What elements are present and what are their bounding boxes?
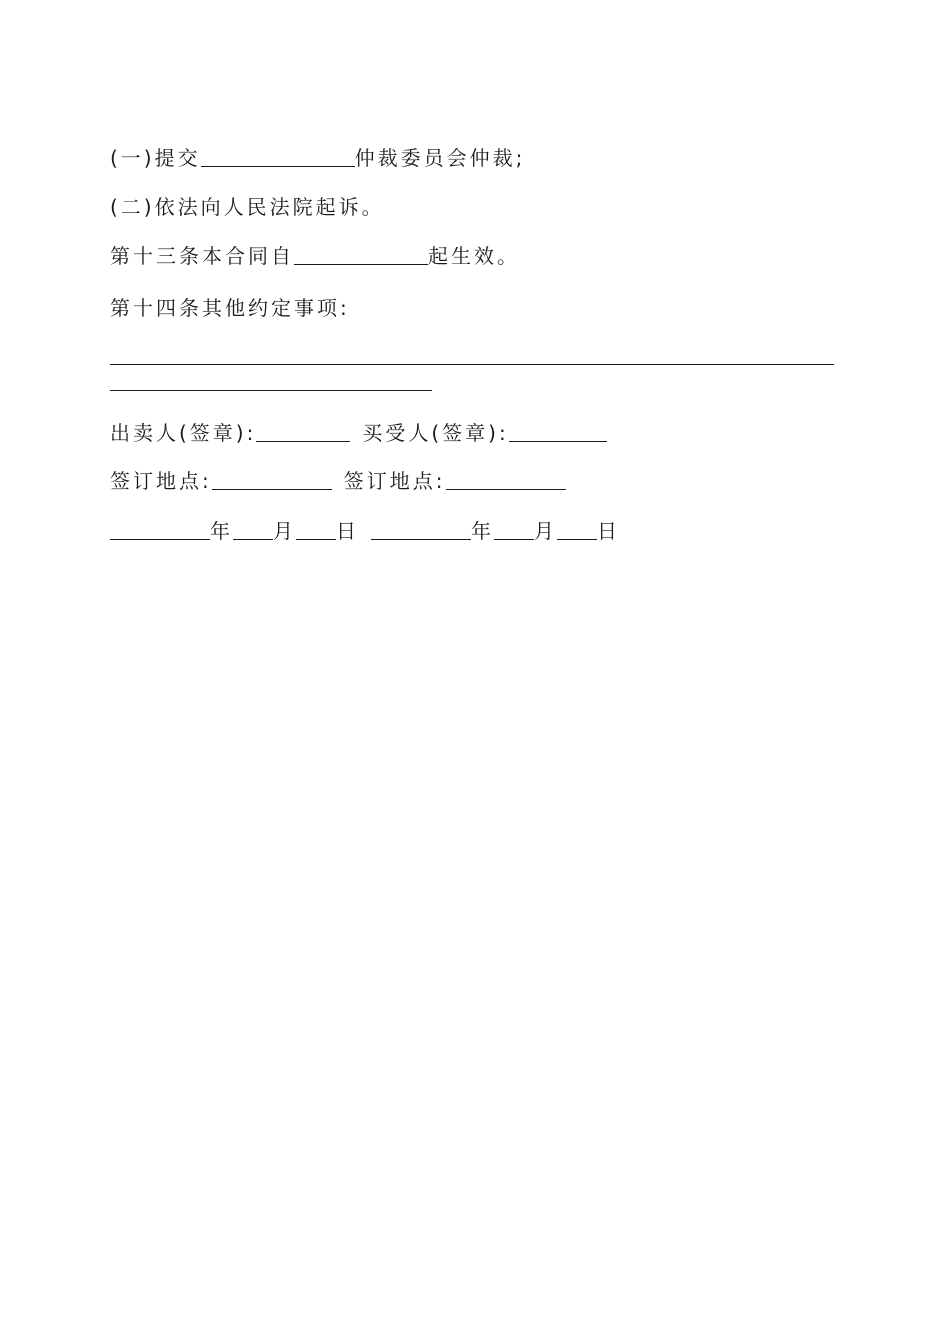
buyer-signature-blank[interactable] bbox=[509, 421, 607, 442]
seller-signing-place-label: 签订地点: bbox=[110, 469, 212, 493]
article-13-suffix: 起生效。 bbox=[428, 244, 520, 268]
seller-month-blank[interactable] bbox=[233, 519, 273, 540]
arbitration-committee-blank[interactable] bbox=[201, 146, 355, 167]
seller-signature-label: 出卖人(签章): bbox=[110, 421, 257, 445]
buyer-day-label: 日 bbox=[597, 519, 620, 543]
buyer-year-label: 年 bbox=[471, 519, 494, 543]
article-14-line bbox=[110, 295, 350, 321]
buyer-month-blank[interactable] bbox=[494, 519, 534, 540]
seller-day-blank[interactable] bbox=[296, 519, 336, 540]
buyer-month-label: 月 bbox=[534, 519, 557, 543]
buyer-signing-place-blank[interactable] bbox=[446, 469, 566, 490]
signing-date-line bbox=[110, 518, 620, 544]
other-terms-blank-line-2[interactable] bbox=[110, 390, 432, 391]
signing-place-line bbox=[110, 468, 566, 494]
seller-year-label: 年 bbox=[210, 519, 233, 543]
arbitration-option-suffix: 仲裁委员会仲裁; bbox=[354, 146, 526, 170]
arbitration-option-line bbox=[110, 145, 525, 171]
buyer-year-blank[interactable] bbox=[371, 519, 471, 540]
buyer-signing-place-label: 签订地点: bbox=[343, 469, 446, 493]
litigation-option-text: (二)依法向人民法院起诉。 bbox=[110, 195, 385, 219]
signature-line bbox=[110, 420, 607, 446]
seller-day-label: 日 bbox=[336, 519, 359, 543]
seller-signature-blank[interactable] bbox=[256, 421, 350, 442]
buyer-day-blank[interactable] bbox=[557, 519, 597, 540]
arbitration-option-prefix: (一)提交 bbox=[110, 146, 201, 170]
article-13-line bbox=[110, 243, 520, 269]
buyer-signature-label: 买受人(签章): bbox=[362, 421, 509, 445]
article-13-prefix: 第十三条本合同自 bbox=[110, 244, 294, 268]
seller-month-label: 月 bbox=[273, 519, 296, 543]
other-terms-blank-line-1[interactable] bbox=[110, 364, 834, 365]
seller-signing-place-blank[interactable] bbox=[212, 469, 332, 490]
effective-date-blank[interactable] bbox=[294, 244, 428, 265]
seller-year-blank[interactable] bbox=[110, 519, 210, 540]
litigation-option-line bbox=[110, 194, 385, 220]
article-14-label: 第十四条其他约定事项: bbox=[110, 296, 350, 320]
